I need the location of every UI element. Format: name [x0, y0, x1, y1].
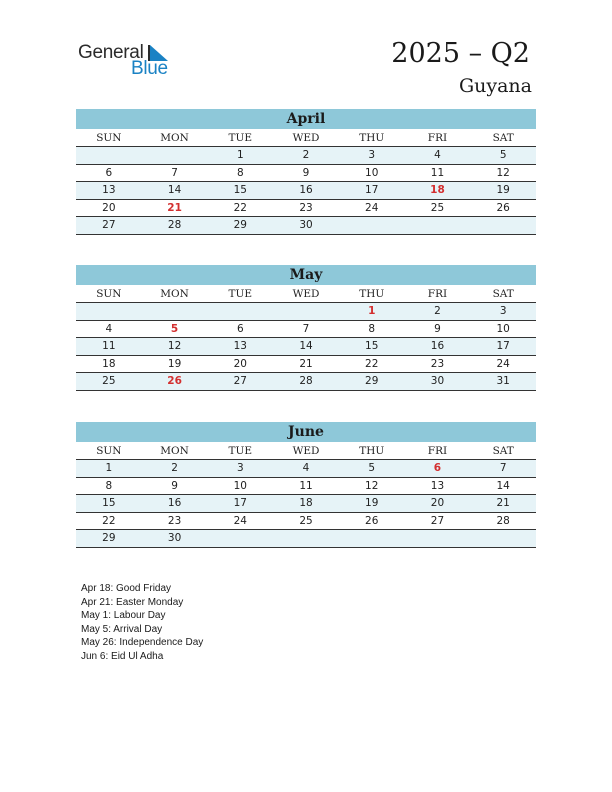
weekday-label: SAT: [492, 288, 514, 300]
date-cell: 27: [430, 514, 445, 527]
holiday-note: May 5: Arrival Day: [81, 623, 163, 635]
date-cell: 24: [233, 514, 247, 527]
date-cell: 14: [496, 479, 510, 492]
date-cell: 2: [302, 149, 310, 161]
date-cell: 20: [430, 497, 445, 509]
date-cell: 26: [496, 201, 510, 214]
date-cell: 15: [365, 340, 379, 352]
week-row: [76, 460, 536, 478]
date-cell: [76, 303, 142, 320]
date-cell: 4: [302, 462, 310, 474]
date-cell: 29: [102, 532, 116, 544]
weekday-label: MON: [160, 288, 189, 300]
date-cell: 9: [434, 322, 441, 335]
date-cell: 10: [365, 166, 379, 179]
holiday-date-cell: 26: [167, 375, 182, 387]
date-cell: 13: [430, 479, 445, 492]
weekday-label: TUE: [228, 445, 253, 457]
date-cell: 5: [499, 149, 507, 161]
date-cell: [339, 530, 405, 547]
holiday-notes: [81, 582, 203, 664]
date-cell: [470, 217, 536, 234]
weekday-label: MON: [160, 132, 189, 144]
date-cell: 6: [105, 166, 113, 179]
week-row: [76, 338, 536, 356]
date-cell: 30: [167, 532, 182, 544]
date-cell: 13: [233, 340, 247, 352]
week-row: [76, 530, 536, 548]
weekday-label: SAT: [492, 132, 514, 144]
weekday-label: THU: [359, 445, 385, 457]
date-cell: 1: [236, 149, 244, 161]
date-cell: 12: [496, 166, 510, 179]
date-cell: 31: [496, 375, 510, 387]
week-row: [76, 478, 536, 496]
date-cell: 23: [299, 201, 313, 214]
date-cell: [76, 147, 142, 164]
week-row: [76, 182, 536, 200]
week-row: [76, 147, 536, 165]
date-cell: 19: [167, 357, 182, 370]
date-cell: [207, 303, 273, 320]
week-row: [76, 513, 536, 531]
date-cell: 24: [496, 357, 510, 370]
weekday-label: SUN: [96, 445, 122, 457]
date-cell: 22: [102, 514, 116, 527]
date-cell: 21: [496, 497, 510, 509]
weekday-label: TUE: [228, 288, 253, 300]
holiday-note: Apr 21: Easter Monday: [81, 596, 184, 608]
date-cell: 17: [365, 184, 379, 196]
holiday-date-cell: 5: [170, 322, 179, 335]
date-cell: 8: [236, 166, 244, 179]
date-cell: [142, 147, 208, 164]
date-cell: 1: [105, 462, 113, 474]
holiday-note: Jun 6: Eid Ul Adha: [81, 650, 164, 662]
date-cell: 22: [365, 357, 379, 370]
date-cell: 15: [233, 184, 247, 196]
week-row: [76, 495, 536, 513]
date-cell: 3: [236, 462, 244, 474]
holiday-note: May 26: Independence Day: [81, 637, 204, 649]
date-cell: [405, 530, 471, 547]
weekday-header-row: [76, 129, 536, 147]
weekday-header-row: [76, 285, 536, 303]
weekday-label: SUN: [96, 288, 122, 300]
date-cell: 5: [368, 462, 376, 474]
week-row: [76, 217, 536, 235]
week-row: [76, 321, 536, 339]
holiday-date-cell: 6: [433, 462, 442, 474]
generalblue-logo: [78, 42, 178, 82]
date-cell: 3: [368, 149, 376, 161]
weekday-label: WED: [292, 445, 320, 457]
date-cell: [470, 530, 536, 547]
date-cell: 25: [102, 375, 116, 387]
date-cell: 8: [105, 479, 113, 492]
date-cell: 17: [496, 340, 510, 352]
date-cell: 2: [434, 305, 441, 317]
date-cell: 9: [171, 479, 178, 492]
date-cell: 28: [496, 514, 510, 527]
date-cell: 17: [233, 497, 247, 509]
date-cell: 21: [299, 357, 313, 370]
date-cell: 12: [167, 340, 182, 352]
page-title: 2025 – Q2: [391, 38, 530, 69]
weekday-label: THU: [359, 288, 385, 300]
date-cell: 16: [299, 184, 313, 196]
date-cell: 10: [496, 322, 510, 335]
week-row: [76, 356, 536, 374]
holiday-note: May 1: Labour Day: [81, 610, 166, 622]
weekday-label: WED: [292, 288, 320, 300]
date-cell: 13: [102, 184, 116, 196]
date-cell: 12: [365, 479, 379, 492]
date-cell: [273, 530, 339, 547]
date-cell: 11: [102, 340, 116, 352]
date-cell: 26: [365, 514, 379, 527]
date-cell: 3: [499, 305, 507, 317]
date-cell: 22: [233, 201, 247, 214]
week-row: [76, 303, 536, 321]
date-cell: 18: [299, 497, 313, 509]
date-cell: 19: [496, 184, 510, 196]
date-cell: [273, 303, 339, 320]
date-cell: 11: [299, 479, 313, 492]
weekday-label: FRI: [427, 445, 448, 457]
country-name: Guyana: [458, 75, 532, 97]
date-cell: 4: [105, 322, 113, 335]
date-cell: [339, 217, 405, 234]
date-cell: 20: [233, 357, 247, 370]
date-cell: 16: [430, 340, 445, 352]
weekday-label: THU: [359, 132, 385, 144]
week-row: [76, 373, 536, 391]
month-title: April: [76, 109, 536, 129]
holiday-date-cell: 1: [368, 305, 376, 317]
date-cell: 30: [299, 219, 313, 231]
holiday-note: Apr 18: Good Friday: [81, 583, 172, 594]
holiday-date-cell: 21: [167, 201, 182, 214]
holiday-date-cell: 18: [430, 184, 445, 196]
date-cell: 20: [102, 201, 116, 214]
date-cell: [207, 530, 273, 547]
week-row: [76, 200, 536, 218]
month-title: May: [76, 265, 536, 285]
date-cell: 14: [299, 340, 313, 352]
date-cell: 9: [302, 166, 310, 179]
date-cell: 23: [430, 357, 445, 370]
date-cell: 25: [299, 514, 313, 527]
date-cell: 18: [102, 357, 116, 370]
date-cell: 29: [233, 219, 247, 231]
date-cell: [142, 303, 208, 320]
weekday-label: MON: [160, 445, 189, 457]
logo-text-blue: Blue: [131, 58, 168, 79]
date-cell: 14: [167, 184, 182, 196]
date-cell: 23: [167, 514, 182, 527]
date-cell: 7: [499, 462, 507, 474]
date-cell: 10: [233, 479, 247, 492]
date-cell: 7: [171, 166, 178, 179]
date-cell: 25: [430, 201, 445, 214]
date-cell: 6: [236, 322, 244, 335]
weekday-label: SUN: [96, 132, 122, 144]
weekday-label: TUE: [228, 132, 253, 144]
date-cell: 4: [434, 149, 441, 161]
date-cell: 27: [233, 375, 247, 387]
date-cell: 29: [365, 375, 379, 387]
date-cell: 28: [167, 219, 182, 231]
date-cell: 28: [299, 375, 313, 387]
month-title: June: [76, 422, 536, 442]
weekday-label: FRI: [427, 132, 448, 144]
date-cell: 30: [430, 375, 445, 387]
date-cell: 7: [302, 322, 310, 335]
date-cell: 2: [171, 462, 178, 474]
date-cell: [405, 217, 471, 234]
month-calendar-may: [76, 265, 536, 391]
weekday-label: SAT: [492, 445, 514, 457]
date-cell: 16: [167, 497, 182, 509]
weekday-label: FRI: [427, 288, 448, 300]
date-cell: 19: [365, 497, 379, 509]
month-calendar-june: [76, 422, 536, 548]
date-cell: 15: [102, 497, 116, 509]
weekday-header-row: [76, 442, 536, 460]
date-cell: 11: [430, 166, 445, 179]
date-cell: 8: [368, 322, 376, 335]
weekday-label: WED: [292, 132, 320, 144]
date-cell: 24: [365, 201, 379, 214]
logo-text-general: General: [78, 42, 144, 63]
week-row: [76, 165, 536, 183]
date-cell: 27: [102, 219, 116, 231]
month-calendar-april: [76, 109, 536, 235]
